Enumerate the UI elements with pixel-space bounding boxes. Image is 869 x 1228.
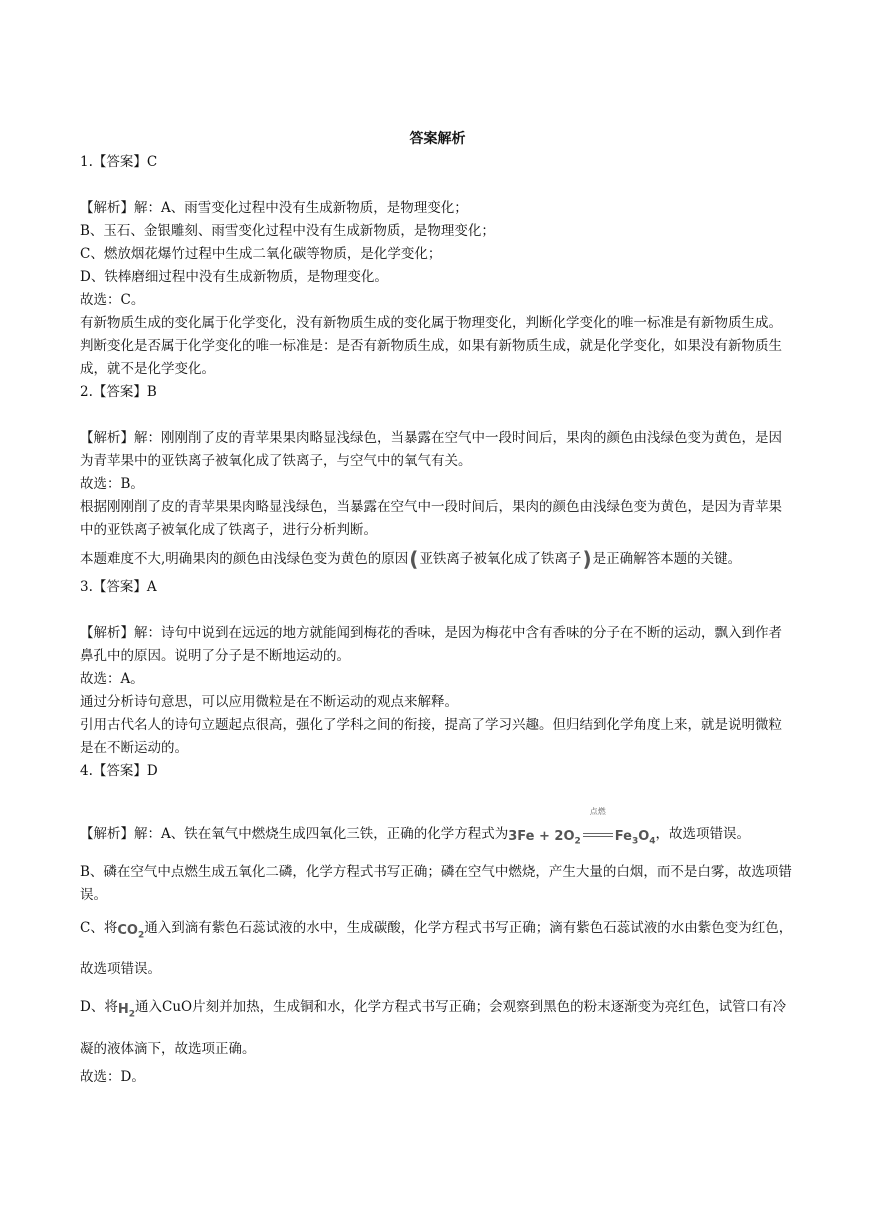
q1-line: B、玉石、金银雕刻、雨雪变化过程中没有生成新物质，是物理变化； bbox=[80, 223, 495, 239]
q4-line-c bbox=[80, 911, 795, 987]
q4-line-b: B、磷在空气中点燃生成五氧化二磷，化学方程式书写正确；磷在空气中燃烧，产生大量的白烟，而不是白雾，故选项错误。 bbox=[80, 863, 792, 903]
q4-answer: 4.【答案】D bbox=[80, 763, 158, 779]
q2-summary-before: 本题难度不大,明确果肉的颜色由浅绿色变为黄色的原因 bbox=[80, 551, 409, 567]
q2-summary-inner: 亚铁离子被氧化成了铁离子 bbox=[419, 551, 582, 567]
q2-summary-after: 是正确解答本题的关键。 bbox=[592, 551, 742, 567]
q1-line: C、燃放烟花爆竹过程中生成二氧化碳等物质，是化学变化； bbox=[80, 246, 442, 262]
q4-a-before: 【解析】解：A、铁在氧气中燃烧生成四氧化三铁，正确的化学方程式为 bbox=[80, 826, 509, 842]
q3-line: 故选：A。 bbox=[80, 671, 144, 687]
co2-symbol: CO bbox=[117, 922, 138, 938]
spacer bbox=[80, 174, 795, 197]
q2-summary-line bbox=[80, 542, 795, 576]
question-2 bbox=[80, 381, 795, 576]
equation-left: 3Fe + 2O bbox=[508, 829, 575, 844]
equation-sub: 4 bbox=[649, 836, 656, 847]
equation-sub: 2 bbox=[574, 836, 581, 847]
q2-line: 【解析】解：刚刚削了皮的青苹果果肉略显浅绿色，当暴露在空气中一段时间后，果肉的颜色由浅绿色变为黄色，是因为青苹果中的亚铁离子被氧化成了铁离子，与空气中的氧气有关。 bbox=[80, 430, 782, 469]
q3-answer: 3.【答案】A bbox=[80, 579, 157, 595]
q1-line: 故选：C。 bbox=[80, 292, 145, 308]
close-paren: ) bbox=[582, 547, 592, 571]
co2-sub: 2 bbox=[137, 930, 145, 941]
q4-d-before: D、将 bbox=[80, 999, 118, 1016]
q3-line: 通过分析诗句意思，可以应用微粒是在不断运动的观点来解释。 bbox=[80, 694, 458, 710]
equation-right: Fe bbox=[614, 829, 632, 844]
condition-label: 点燃 bbox=[589, 807, 606, 816]
open-paren: ( bbox=[409, 547, 419, 571]
spacer bbox=[80, 404, 795, 427]
q2-answer: 2.【答案】B bbox=[80, 384, 157, 400]
spacer bbox=[80, 599, 795, 622]
co2-formula bbox=[117, 914, 144, 953]
question-3 bbox=[80, 576, 795, 760]
q1-line: D、铁棒磨细过程中没有生成新物质，是物理变化。 bbox=[80, 269, 388, 285]
q4-line-a bbox=[80, 807, 795, 859]
q2-line: 根据刚刚削了皮的青苹果果肉略显浅绿色，当暴露在空气中一段时间后，果肉的颜色由浅绿色变为黄色，是因为青苹果中的亚铁离子被氧化成了铁离子，进行分析判断。 bbox=[80, 499, 782, 538]
equals-bar-icon bbox=[583, 833, 613, 837]
q4-line-d bbox=[80, 990, 795, 1066]
q4-select: 故选：D。 bbox=[80, 1068, 145, 1085]
reaction-condition bbox=[583, 807, 613, 854]
answer-document bbox=[80, 128, 795, 1089]
q4-c-before: C、将 bbox=[80, 919, 118, 936]
equation-sub: 3 bbox=[631, 836, 639, 847]
question-4 bbox=[80, 760, 795, 1089]
page-title: 答案解析 bbox=[409, 131, 466, 147]
question-1 bbox=[80, 151, 795, 381]
q3-line: 引用古代名人的诗句立题起点很高，强化了学科之间的衔接，提高了学习兴趣。但归结到化学角度上来，就是说明微粒是在不断运动的。 bbox=[80, 717, 782, 756]
q1-answer: 1.【答案】C bbox=[80, 154, 158, 170]
q4-d-after: 通入CuO片刻并加热，生成铜和水，化学方程式书写正确；会观察到黑色的粉末逐渐变为亮红色，试管口有冷凝的液体滴下，故选项正确。 bbox=[80, 999, 787, 1057]
q1-line: 判断变化是否属于化学变化的唯一标准是：是否有新物质生成，如果有新物质生成，就是化学变化，如果没有新物质生成，就不是化学变化。 bbox=[80, 338, 782, 377]
q4-a-after: ，故选项错误。 bbox=[655, 826, 751, 842]
h2-sub: 2 bbox=[128, 1009, 135, 1020]
h2-formula bbox=[118, 993, 135, 1032]
q1-line: 【解析】解：A、雨雪变化过程中没有生成新物质，是物理变化； bbox=[80, 200, 468, 216]
q2-line: 故选：B。 bbox=[80, 476, 144, 492]
q3-line: 【解析】解：诗句中说到在远远的地方就能闻到梅花的香味，是因为梅花中含有香味的分子在不断的运动，飘入到作者鼻孔中的原因。说明了分子是不断地运动的。 bbox=[80, 625, 782, 664]
h2-symbol: H bbox=[117, 1002, 129, 1018]
spacer bbox=[80, 783, 795, 817]
q1-line: 有新物质生成的变化属于化学变化，没有新物质生成的变化属于物理变化，判断化学变化的唯一标准是有新物质生成。 bbox=[80, 315, 782, 331]
q4-c-after: 通入到滴有紫色石蕊试液的水中，生成碳酸，化学方程式书写正确；滴有紫色石蕊试液的水由紫色变为红色，故选项错误。 bbox=[80, 919, 793, 978]
chemical-equation bbox=[508, 807, 656, 859]
equation-oxygen: O bbox=[638, 829, 650, 844]
